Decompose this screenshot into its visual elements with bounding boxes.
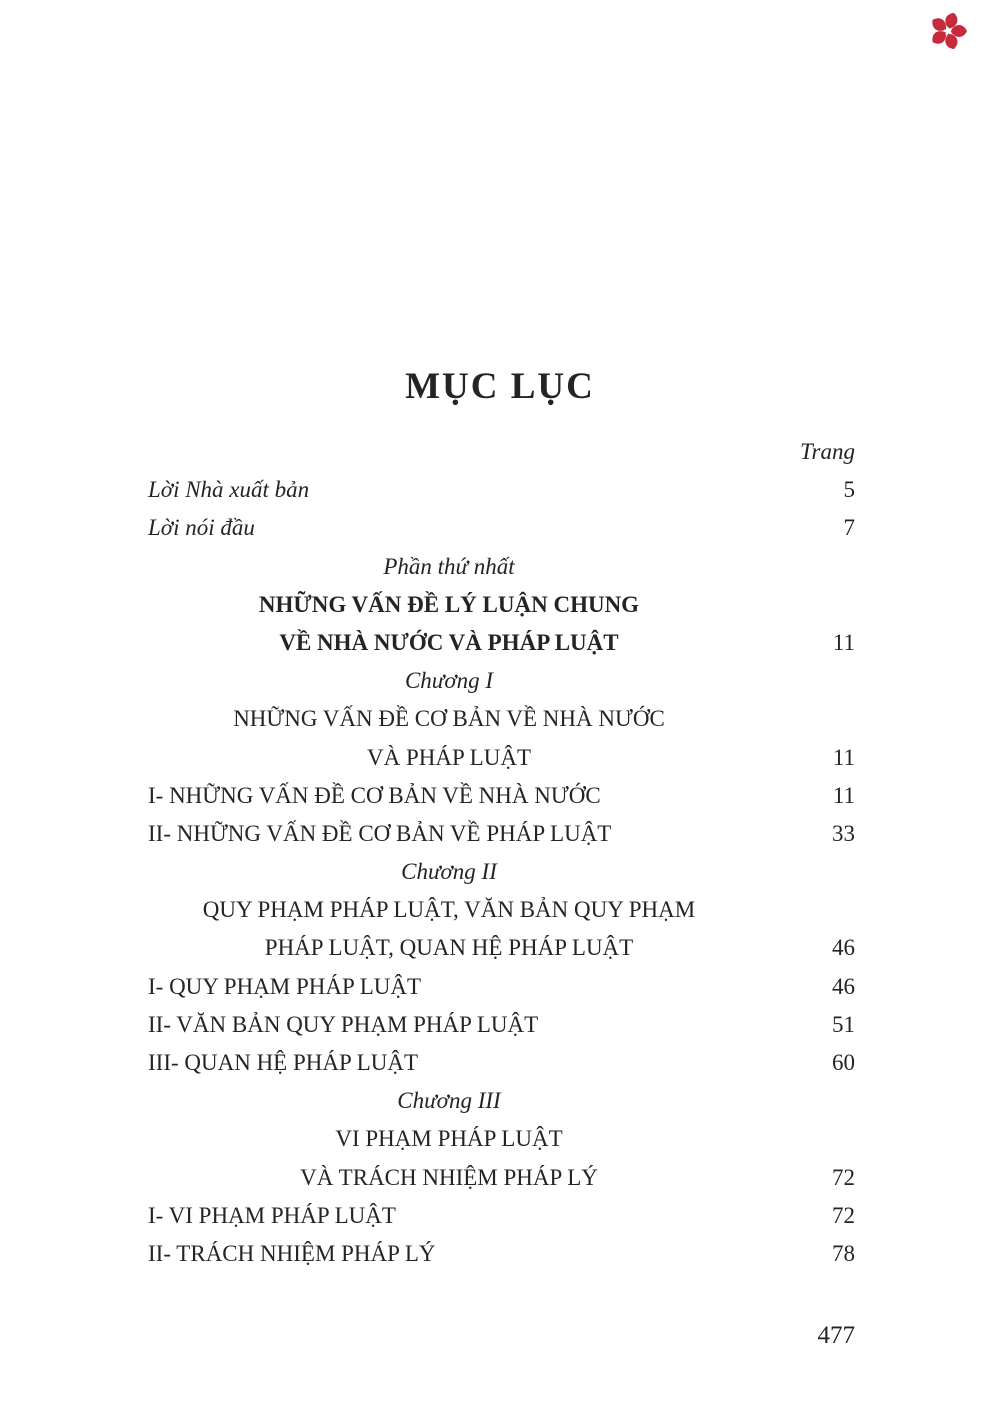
toc-entry	[148, 739, 855, 777]
toc-entry	[148, 1082, 855, 1120]
toc-entry-label: I- VI PHẠM PHÁP LUẬT	[148, 1202, 396, 1228]
page-title: MỤC LỤC	[405, 365, 595, 407]
book-page-number: 477	[817, 1322, 855, 1349]
toc-entry	[148, 586, 855, 624]
toc-entry-label: Chương II	[401, 859, 497, 885]
toc-entry-page	[750, 700, 855, 738]
flower-ornament-icon	[928, 11, 968, 51]
toc-entry	[148, 1120, 855, 1158]
toc-entry-page	[750, 548, 855, 586]
toc-entry-page: 5	[843, 477, 855, 503]
toc-entry-page: 11	[832, 629, 855, 655]
toc-entry	[148, 662, 855, 700]
toc-header-spacer	[148, 433, 750, 471]
toc-entry-page: 72	[832, 1202, 855, 1228]
toc-entry-page	[750, 891, 855, 929]
toc-entry	[148, 700, 855, 738]
toc-header-row	[148, 433, 855, 471]
toc-entry-label: VÀ PHÁP LUẬT	[367, 744, 531, 770]
toc-entry-label: Phần thứ nhất	[383, 553, 515, 579]
toc-entry-page: 46	[832, 973, 855, 999]
toc-entry	[148, 548, 855, 586]
toc-entry-page: 7	[843, 515, 855, 541]
toc-entry-page	[750, 1120, 855, 1158]
toc-entry-page	[750, 662, 855, 700]
toc-entry-label: NHỮNG VẤN ĐỀ LÝ LUẬN CHUNG	[258, 591, 640, 617]
toc-entry-page: 78	[832, 1240, 855, 1266]
toc-entry	[148, 891, 855, 929]
toc-entry-label: III- QUAN HỆ PHÁP LUẬT	[148, 1050, 419, 1075]
toc-entry-label: II- NHỮNG VẤN ĐỀ CƠ BẢN VỀ PHÁP LUẬT	[148, 820, 612, 846]
toc-entry-label: Lời nói đầu	[148, 515, 255, 541]
toc-entry	[148, 777, 855, 815]
toc-entry-label: II- VĂN BẢN QUY PHẠM PHÁP LUẬT	[148, 1011, 539, 1037]
toc-entry-page: 72	[832, 1164, 855, 1190]
toc-entry-label: I- NHỮNG VẤN ĐỀ CƠ BẢN VỀ NHÀ NƯỚC	[148, 782, 601, 808]
toc-entry	[148, 624, 855, 662]
toc-entry-label: VÀ TRÁCH NHIỆM PHÁP LÝ	[300, 1164, 598, 1190]
toc-entry-label: Chương III	[397, 1088, 501, 1114]
toc-entry-page: 51	[832, 1011, 855, 1037]
toc-entry-page	[750, 853, 855, 891]
toc-entry	[148, 929, 855, 967]
toc-entry-label: VỀ NHÀ NƯỚC VÀ PHÁP LUẬT	[279, 629, 619, 655]
toc-entry-page: 46	[832, 935, 855, 961]
toc-entry	[148, 815, 855, 853]
toc-entry-page: 33	[832, 820, 855, 846]
toc-entry-label: PHÁP LUẬT, QUAN HỆ PHÁP LUẬT	[264, 935, 634, 961]
toc-entry-label: Chương I	[404, 668, 494, 694]
toc-entry-page: 11	[832, 782, 855, 808]
toc-entry	[148, 1006, 855, 1044]
toc-entry	[148, 1235, 855, 1273]
toc-entry	[148, 1197, 855, 1235]
toc-entry	[148, 968, 855, 1006]
toc-page-column-header: Trang	[800, 439, 855, 464]
toc-entry-page: 60	[832, 1050, 855, 1075]
toc-entry-page	[750, 586, 855, 624]
toc	[148, 433, 855, 1273]
toc-list	[148, 471, 855, 1273]
toc-entry	[148, 509, 855, 547]
toc-entry	[148, 853, 855, 891]
toc-entry-label: VI PHẠM PHÁP LUẬT	[335, 1126, 563, 1152]
toc-entry	[148, 1159, 855, 1197]
toc-entry	[148, 1044, 855, 1082]
toc-entry-label: QUY PHẠM PHÁP LUẬT, VĂN BẢN QUY PHẠM	[202, 897, 696, 923]
toc-entry-label: NHỮNG VẤN ĐỀ CƠ BẢN VỀ NHÀ NƯỚC	[233, 706, 665, 732]
toc-entry	[148, 471, 855, 509]
toc-entry-page: 11	[832, 744, 855, 770]
toc-entry-label: Lời Nhà xuất bản	[148, 477, 310, 503]
toc-entry-page	[750, 1082, 855, 1120]
toc-entry-label: II- TRÁCH NHIỆM PHÁP LÝ	[148, 1240, 436, 1266]
toc-entry-label: I- QUY PHẠM PHÁP LUẬT	[148, 973, 422, 999]
